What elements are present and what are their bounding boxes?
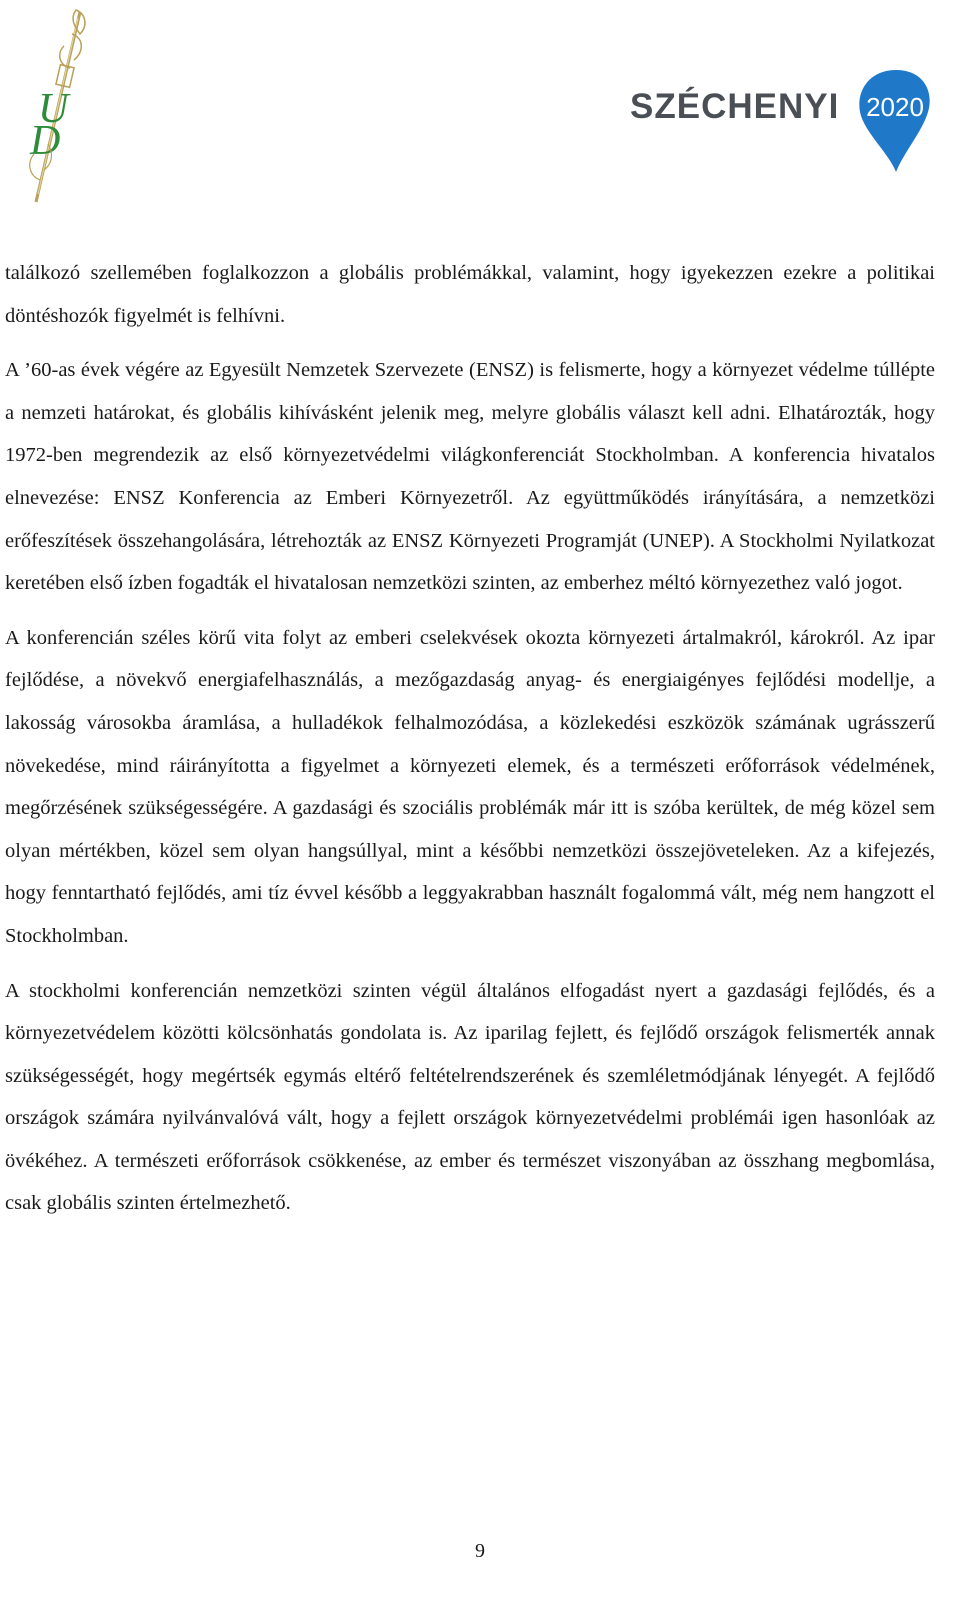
paragraph-1: találkozó szellemében foglalkozzon a globális problémákkal, valamint, hogy igyekezzen ezekre a politikai döntéshozók figyelmét is felhívni. <box>5 262 935 327</box>
page-number: 9 <box>475 1540 485 1562</box>
paragraph-4: A stockholmi konferencián nemzetközi szinten végül általános elfogadást nyert a gazdasági fejlődés, és a környezetvédelem közötti kölcsönhatás gondolata is. Az iparilag fejlett, és fejlődő országok felismerték annak szükségességét, hogy megértsék egymás eltérő feltételrendszerének és szemléletmódjának lényegét. A fejlődő országok számára nyilvánvalóvá vált, hogy a fejlett országok környezetvédelmi problémái igen hasonlóak az övékéhez. A természeti erőforrások csökkenése, az ember és természet viszonyában az összhang megbomlása, csak globális szinten értelmezhető. <box>5 979 935 1215</box>
szechenyi-logo-text: SZÉCHENYI <box>630 87 840 126</box>
paragraph-2: A ’60-as évek végére az Egyesült Nemzetek Szervezete (ENSZ) is felismerte, hogy a környezet védelme túllépte a nemzeti határokat, és globális kihívásként jelenik meg, melyre globális választ kell adni. Elhatározták, hogy 1972-ben megrendezik az első környezetvédelmi világkonferenciát Stockholmban. A konferencia hivatalos elnevezése: ENSZ Konferencia az Emberi Környezetről. Az együttműködés irányítására, a nemzetközi erőfeszítések összehangolására, létrehozták az ENSZ Környezeti Programját (UNEP). A Stockholmi Nyilatkozat keretében első ízben fogadták el hivatalosan nemzetközi szinten, az emberhez méltó környezethez való jogot. <box>5 359 935 595</box>
page-header <box>0 0 960 220</box>
szechenyi-logo-year: 2020 <box>866 92 924 122</box>
svg-text:U: U <box>38 86 69 132</box>
paragraph-3: A konferencián széles körű vita folyt az emberi cselekvések okozta környezeti ártalmakról, károkról. Az ipar fejlődése, a növekvő energiafelhasználás, a mezőgazdaság anyag- és energiaigényes fejlődési modellje, a lakosság városokba áramlása, a hulladékok felhalmozódása, a közlekedési eszközök számának ugrásszerű növekedése, mind ráirányította a figyelmet a környezeti elemek, és a természeti erőforrások védelmének, megőrzésének szükségességére. A gazdasági és szociális problémák már itt is szóba kerültek, de még közel sem olyan mértékben, közel sem olyan hangsúllyal, mint a későbbi nemzetközi összejöveteleken. Az a kifejezés, hogy fenntartható fejlődés, ami tíz évvel később a leggyakrabban használt fogalommá vált, még nem hangzott el Stockholmban. <box>5 626 935 947</box>
document-body <box>5 252 935 1237</box>
szechenyi-2020-logo <box>628 66 948 176</box>
svg-text:D: D <box>30 118 61 164</box>
ud-university-logo-icon <box>8 4 98 209</box>
